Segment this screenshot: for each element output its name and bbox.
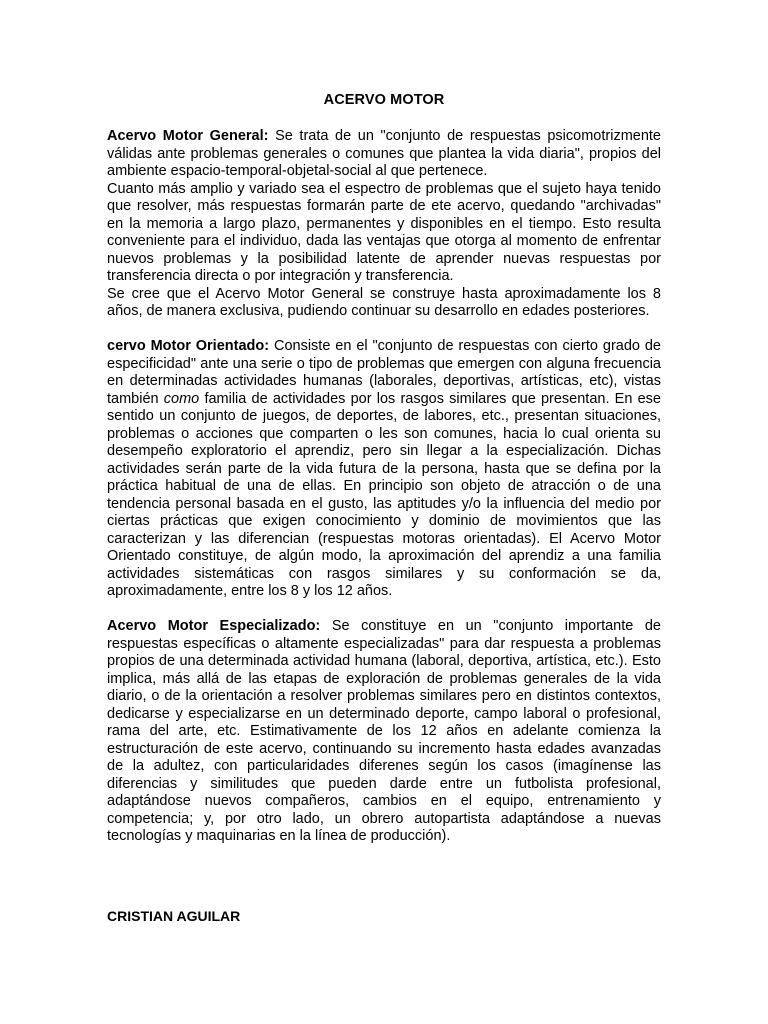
text-orientado-1: Consiste en el "conjunto de respuestas con cierto grado de especificidad" ante una serie o tipo de problemas que emergen con alguna frecuencia en determinadas actividades humanas (laborales, deportivas, artísticas, etc), vistas también [107, 338, 661, 407]
paragraph-general-3: Se cree que el Acervo Motor General se construye hasta aproximadamente los 8 años, de manera exclusiva, pudiendo continuar su desarrollo en edades posteriores. [107, 285, 661, 319]
heading-acervo-especializado: Acervo Motor Especializado: [107, 618, 321, 634]
text-orientado-2: familia de actividades por los rasgos similares que presentan. En ese sentido un conjunto de juegos, de deportes, de labores, etc., presentan situaciones, problemas o acciones que comparten o les son comunes, hacia lo cual orienta su desempeño exploratorio el aprendiz, pero sin llegar a la especialización. Dichas actividades serán parte de la vida futura de la persona, hasta que se defina por la práctica habitual de una de ellas. En principio son objeto de atracción o de una tendencia personal basada en el gusto, las aptitudes y/o la influencia del medio por ciertas prácticas que exigen conocimiento y dominio de movimientos que las caracterizan y las diferencian (respuestas motoras orientadas). El Acervo Motor Orientado constituye, de algún modo, la aproximación del aprendiz a una familia actividades sistemáticas con rasgos similares y su conformación se da, aproximadamente, entre los 8 y los 12 años. [107, 390, 661, 599]
document-title: ACERVO MOTOR [323, 92, 445, 108]
paragraph-general-1 [107, 128, 661, 181]
paragraph-especializado [107, 618, 661, 846]
text-general-1: Se trata de un "conjunto de respuestas psicomotrizmente válidas ante problemas generales o comunes que plantea la vida diaria", propios del ambiente espacio-temporal-objetal-social al que pertenece. [107, 128, 661, 179]
heading-acervo-orientado: cervo Motor Orientado: [107, 338, 270, 354]
document-page [107, 92, 661, 846]
paragraph-general-2: Cuanto más amplio y variado sea el espectro de problemas que el sujeto haya tenido que resolver, más respuestas formarán parte de ete acervo, quedando "archivadas" en la memoria a largo plazo, permanentes y disponibles en el tiempo. Esto resulta conveniente para el individuo, dada las ventajas que otorga al momento de enfrentar nuevos problemas y la posibilidad latente de aprender nuevas respuestas por transferencia directa o por integración y transferencia. [107, 180, 661, 284]
paragraph-spacer [107, 601, 661, 619]
paragraph-orientado [107, 338, 661, 601]
paragraph-spacer [107, 321, 661, 339]
author-name: CRISTIAN AGUILAR [107, 908, 241, 924]
text-especializado: Se constituye en un "conjunto importante de respuestas específicas o altamente especializadas" para dar respuesta a problemas propios de una determinada actividad humana (laboral, deportiva, artística, etc.). Esto implica, más allá de las etapas de exploración de problemas generales de la vida diario, o de la orientación a resolver problemas similares pero en distintos contextos, dedicarse y especializarse en un determinado deporte, campo laboral o profesional, rama del arte, etc. Estimativamente de los 12 años en adelante comienza la estructuración de este acervo, continuando su incremento hasta edades avanzadas de la adultez, con particularidades diferenes según los casos (imagínense las diferencias y similitudes que pueden darde entre un futbolista profesional, adaptándose nuevos compañeros, cambios en el equipo, entrenamiento y competencia; y, por otro lado, un obrero autopartista adaptándose a nuevas tecnologías y maquinarias en la línea de producción). [107, 618, 661, 844]
heading-acervo-general: Acervo Motor General: [107, 128, 269, 144]
text-orientado-italic: como [163, 390, 200, 407]
